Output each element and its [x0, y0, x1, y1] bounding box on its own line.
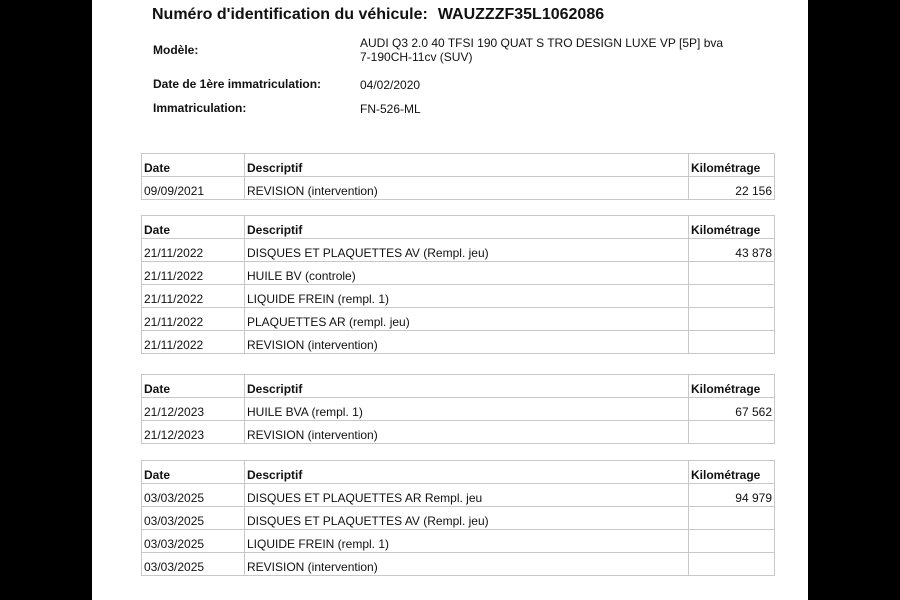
mileage-header: Kilométrage — [689, 375, 775, 398]
table-row — [142, 262, 775, 285]
date-cell: 03/03/2025 — [142, 553, 245, 576]
mileage-header: Kilométrage — [689, 154, 775, 177]
date-header: Date — [142, 461, 245, 484]
table-row — [142, 308, 775, 331]
mileage-cell — [689, 421, 775, 444]
first-registration-label: Date de 1ère immatriculation: — [153, 77, 322, 91]
mileage-cell: 67 562 — [689, 398, 775, 421]
date-cell: 21/11/2022 — [142, 308, 245, 331]
model-value-line1: AUDI Q3 2.0 40 TFSI 190 QUAT S TRO DESIGN LUXE VP [5P] bva — [360, 36, 724, 50]
mileage-cell — [689, 308, 775, 331]
date-cell: 21/11/2022 — [142, 331, 245, 354]
date-cell: 21/12/2023 — [142, 398, 245, 421]
description-cell: HUILE BVA (rempl. 1) — [245, 398, 689, 421]
date-cell: 21/11/2022 — [142, 239, 245, 262]
description-cell: REVISION (intervention) — [245, 331, 689, 354]
date-cell: 09/09/2021 — [142, 177, 245, 200]
description-cell: REVISION (intervention) — [245, 553, 689, 576]
service-table — [141, 215, 775, 354]
description-cell: DISQUES ET PLAQUETTES AR Rempl. jeu — [245, 484, 689, 507]
mileage-header: Kilométrage — [689, 461, 775, 484]
table-header-row — [142, 375, 775, 398]
date-cell: 03/03/2025 — [142, 530, 245, 553]
service-table — [141, 374, 775, 444]
date-cell: 03/03/2025 — [142, 484, 245, 507]
model-value — [360, 36, 723, 64]
model-value-line2: 7-190CH-11cv (SUV) — [360, 50, 473, 64]
table-row — [142, 553, 775, 576]
date-cell: 21/11/2022 — [142, 262, 245, 285]
description-cell: DISQUES ET PLAQUETTES AV (Rempl. jeu) — [245, 239, 689, 262]
description-cell: DISQUES ET PLAQUETTES AV (Rempl. jeu) — [245, 507, 689, 530]
description-cell: LIQUIDE FREIN (rempl. 1) — [245, 530, 689, 553]
description-cell: LIQUIDE FREIN (rempl. 1) — [245, 285, 689, 308]
mileage-cell: 22 156 — [689, 177, 775, 200]
mileage-cell: 94 979 — [689, 484, 775, 507]
service-table — [141, 153, 775, 200]
first-registration-value: 04/02/2020 — [360, 78, 421, 92]
mileage-cell — [689, 553, 775, 576]
mileage-cell — [689, 262, 775, 285]
table-row — [142, 421, 775, 444]
mileage-cell: 43 878 — [689, 239, 775, 262]
date-header: Date — [142, 154, 245, 177]
description-header: Descriptif — [245, 375, 689, 398]
table-row — [142, 507, 775, 530]
date-cell: 21/12/2023 — [142, 421, 245, 444]
registration-label: Immatriculation: — [153, 101, 247, 115]
table-header-row — [142, 461, 775, 484]
table-row — [142, 177, 775, 200]
table-row — [142, 331, 775, 354]
description-cell: HUILE BV (controle) — [245, 262, 689, 285]
model-label: Modèle: — [153, 43, 199, 57]
date-cell: 03/03/2025 — [142, 507, 245, 530]
vin-heading — [152, 6, 604, 24]
table-row — [142, 285, 775, 308]
document-page — [92, 0, 808, 600]
table-row — [142, 484, 775, 507]
description-header: Descriptif — [245, 461, 689, 484]
description-header: Descriptif — [245, 154, 689, 177]
table-header-row — [142, 154, 775, 177]
date-header: Date — [142, 375, 245, 398]
date-header: Date — [142, 216, 245, 239]
description-cell: PLAQUETTES AR (rempl. jeu) — [245, 308, 689, 331]
vin-value: WAUZZZF35L1062086 — [437, 6, 605, 23]
date-cell: 21/11/2022 — [142, 285, 245, 308]
table-row — [142, 239, 775, 262]
description-header: Descriptif — [245, 216, 689, 239]
mileage-header: Kilométrage — [689, 216, 775, 239]
mileage-cell — [689, 530, 775, 553]
mileage-cell — [689, 285, 775, 308]
service-table — [141, 460, 775, 576]
mileage-cell — [689, 507, 775, 530]
table-header-row — [142, 216, 775, 239]
description-cell: REVISION (intervention) — [245, 177, 689, 200]
description-cell: REVISION (intervention) — [245, 421, 689, 444]
registration-value: FN-526-ML — [360, 102, 421, 116]
mileage-cell — [689, 331, 775, 354]
table-row — [142, 398, 775, 421]
table-row — [142, 530, 775, 553]
vin-label: Numéro d'identification du véhicule: — [152, 6, 428, 23]
